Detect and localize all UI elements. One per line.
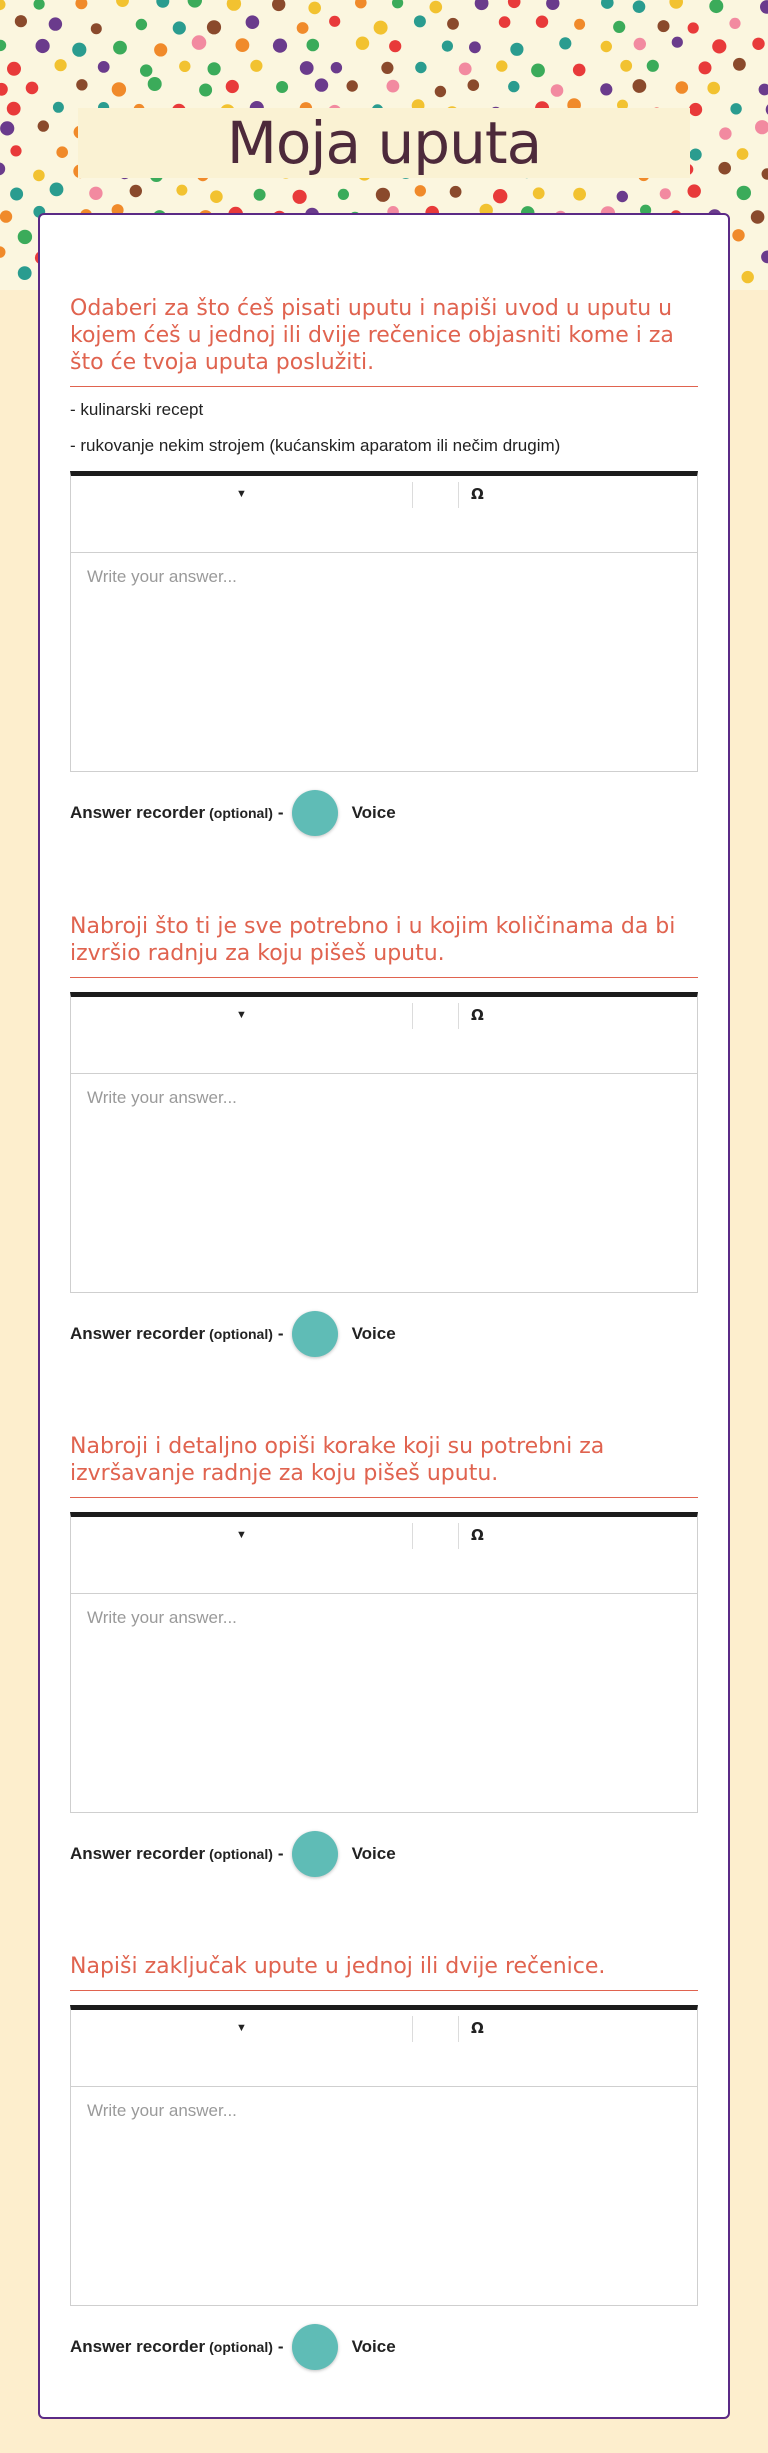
answer-editor-1 <box>70 471 698 772</box>
confetti-dot <box>737 186 751 200</box>
confetti-dot <box>140 64 152 76</box>
confetti-dot <box>374 21 388 35</box>
confetti-dot <box>236 38 250 52</box>
confetti-dot <box>246 15 260 29</box>
confetti-dot <box>300 61 314 75</box>
confetti-dot <box>381 62 393 74</box>
worksheet-card <box>38 213 730 2419</box>
confetti-dot <box>89 187 102 200</box>
confetti-dot <box>450 186 462 198</box>
question-1 <box>70 295 698 836</box>
question-3 <box>70 1433 698 1877</box>
confetti-dot <box>136 19 147 30</box>
toolbar-divider <box>458 1003 459 1029</box>
voice-label: Voice <box>351 2337 396 2356</box>
confetti-dot <box>7 102 21 116</box>
omega-icon[interactable]: Ω <box>471 1526 484 1544</box>
toolbar-divider <box>458 2016 459 2042</box>
toolbar-divider <box>458 1523 459 1549</box>
confetti-dot <box>199 84 212 97</box>
answer-editor-4 <box>70 2005 698 2306</box>
confetti-dot <box>72 43 86 57</box>
confetti-dot <box>10 188 23 201</box>
confetti-dot <box>387 80 400 93</box>
confetti-dot <box>254 189 266 201</box>
confetti-dot <box>15 15 27 27</box>
confetti-dot <box>469 41 481 53</box>
confetti-dot <box>442 41 453 52</box>
question-4-title: Napiši zaključak upute u jednoj ili dvije rečenice. <box>70 1953 698 1991</box>
confetti-dot <box>297 22 309 34</box>
confetti-dot <box>36 39 50 53</box>
font-dropdown[interactable] <box>71 997 412 1033</box>
confetti-dot <box>508 0 521 8</box>
confetti-dot <box>573 188 586 201</box>
confetti-dot <box>34 0 45 10</box>
font-dropdown[interactable] <box>71 1517 412 1553</box>
confetti-dot <box>0 83 8 96</box>
confetti-dot <box>613 21 625 33</box>
answer-editor-3 <box>70 1512 698 1813</box>
answer-input[interactable]: Write your answer... <box>87 2101 237 2120</box>
omega-icon[interactable]: Ω <box>471 2019 484 2037</box>
recorder-optional: (optional) <box>209 1326 273 1342</box>
confetti-dot <box>688 22 699 33</box>
toolbar-divider <box>412 482 413 508</box>
confetti-dot <box>435 86 446 97</box>
recorder-label: Answer recorder <box>70 1844 206 1863</box>
confetti-dot <box>672 37 683 48</box>
question-3-title: Nabroji i detaljno opiši korake koji su potrebni za izvršavanje radnje za koju pišeš uputu. <box>70 1433 698 1498</box>
confetti-dot <box>227 0 241 11</box>
confetti-dot <box>331 62 342 73</box>
confetti-dot <box>273 39 287 53</box>
confetti-dot <box>98 61 110 73</box>
confetti-dot <box>347 80 358 91</box>
title-banner <box>78 108 690 178</box>
confetti-dot <box>718 162 731 175</box>
confetti-dot <box>430 1 443 14</box>
confetti-dot <box>0 210 12 222</box>
confetti-dot <box>113 41 127 55</box>
confetti-dot <box>729 18 740 29</box>
voice-label: Voice <box>351 1324 396 1343</box>
confetti-dot <box>0 121 14 135</box>
answer-recorder <box>70 1311 698 1357</box>
confetti-dot <box>276 81 288 93</box>
caret-down-icon: ▼ <box>236 488 247 500</box>
answer-recorder <box>70 790 698 836</box>
confetti-dot <box>188 0 202 8</box>
confetti-dot <box>76 79 87 90</box>
confetti-dot <box>208 62 221 75</box>
confetti-dot <box>0 0 6 10</box>
confetti-dot <box>733 58 746 71</box>
confetti-dot <box>307 39 320 52</box>
omega-icon[interactable]: Ω <box>471 1006 484 1024</box>
confetti-dot <box>173 21 186 34</box>
confetti-dot <box>600 83 612 95</box>
recorder-optional: (optional) <box>209 805 273 821</box>
confetti-dot <box>690 149 702 161</box>
confetti-dot <box>499 16 511 28</box>
confetti-dot <box>573 64 586 77</box>
confetti-dot <box>762 168 768 179</box>
confetti-dot <box>633 79 647 93</box>
confetti-dot <box>38 120 49 131</box>
confetti-dot <box>730 103 741 114</box>
confetti-dot <box>272 0 285 11</box>
caret-down-icon: ▼ <box>236 1529 247 1541</box>
confetti-dot <box>699 61 712 74</box>
confetti-dot <box>207 20 221 34</box>
confetti-dot <box>752 38 764 50</box>
confetti-dot <box>531 64 545 78</box>
confetti-dot <box>551 84 564 97</box>
confetti-dot <box>617 191 628 202</box>
confetti-dot <box>559 37 571 49</box>
confetti-dot <box>459 63 472 76</box>
confetti-dot <box>148 77 162 91</box>
font-dropdown[interactable] <box>71 2010 412 2046</box>
answer-input[interactable]: Write your answer... <box>87 567 237 586</box>
confetti-dot <box>18 230 32 244</box>
question-1-title: Odaberi za što ćeš pisati uputu i napiši uvod u uputu u kojem ćeš u jednoj ili dvije rečenice objasniti kome i za što će tvoja uputa poslužiti. <box>70 295 698 387</box>
confetti-dot <box>0 246 6 258</box>
toolbar-divider <box>412 1003 413 1029</box>
question-2 <box>70 913 698 1357</box>
confetti-dot <box>75 0 87 9</box>
recorder-label: Answer recorder <box>70 803 206 822</box>
confetti-dot <box>751 210 765 224</box>
font-dropdown[interactable] <box>71 476 412 512</box>
confetti-dot <box>91 23 102 34</box>
confetti-dot <box>415 62 426 73</box>
confetti-dot <box>712 39 726 53</box>
confetti-dot <box>709 0 723 13</box>
confetti-dot <box>210 190 223 203</box>
answer-editor-2 <box>70 992 698 1293</box>
confetti-dot <box>475 0 489 10</box>
record-button[interactable] <box>292 1831 338 1877</box>
confetti-dot <box>50 183 64 197</box>
record-button[interactable] <box>292 1311 338 1357</box>
confetti-dot <box>760 0 768 14</box>
recorder-dash: - <box>277 2337 284 2356</box>
answer-input[interactable]: Write your answer... <box>87 1088 237 1107</box>
confetti-dot <box>7 62 21 76</box>
confetti-dot <box>533 187 545 199</box>
caret-down-icon: ▼ <box>236 2022 247 2034</box>
page-title: Moja uputa <box>226 109 542 177</box>
confetti-dot <box>315 78 328 91</box>
answer-recorder <box>70 2324 698 2370</box>
editor-toolbar <box>71 476 697 553</box>
confetti-dot <box>308 2 321 15</box>
confetti-dot <box>737 148 749 160</box>
confetti-dot <box>493 189 507 203</box>
recorder-optional: (optional) <box>209 2339 273 2355</box>
confetti-dot <box>633 0 646 13</box>
confetti-dot <box>676 81 689 94</box>
confetti-dot <box>647 60 659 72</box>
editor-toolbar <box>71 1517 697 1594</box>
confetti-dot <box>732 229 744 241</box>
recorder-dash: - <box>277 803 284 822</box>
confetti-dot <box>53 102 64 113</box>
confetti-dot <box>660 188 671 199</box>
confetti-dot <box>688 184 701 197</box>
confetti-dot <box>0 162 5 175</box>
confetti-dot <box>33 170 45 182</box>
confetti-dot <box>447 18 459 30</box>
confetti-dot <box>329 16 340 27</box>
confetti-dot <box>338 189 349 200</box>
confetti-dot <box>415 185 426 196</box>
confetti-dot <box>414 15 426 27</box>
toolbar-divider <box>412 1523 413 1549</box>
question-1-hint-1: - kulinarski recept <box>70 400 204 419</box>
confetti-dot <box>0 40 6 51</box>
confetti-dot <box>293 190 307 204</box>
confetti-dot <box>508 81 519 92</box>
answer-recorder <box>70 1831 698 1877</box>
confetti-dot <box>130 185 142 197</box>
omega-icon[interactable]: Ω <box>471 485 484 503</box>
voice-label: Voice <box>351 803 396 822</box>
confetti-dot <box>355 0 367 8</box>
confetti-dot <box>496 60 507 71</box>
question-1-hint-2: - rukovanje nekim strojem (kućanskim aparatom ili nečim drugim) <box>70 436 561 455</box>
confetti-dot <box>55 59 67 71</box>
recorder-optional: (optional) <box>209 1846 273 1862</box>
confetti-dot <box>154 43 167 56</box>
recorder-dash: - <box>277 1324 284 1343</box>
confetti-dot <box>18 266 32 280</box>
confetti-dot <box>49 17 62 30</box>
confetti-dot <box>468 79 480 91</box>
confetti-dot <box>192 35 207 50</box>
confetti-dot <box>389 40 401 52</box>
recorder-label: Answer recorder <box>70 1324 206 1343</box>
confetti-dot <box>719 127 731 139</box>
confetti-dot <box>601 0 614 9</box>
editor-toolbar <box>71 997 697 1074</box>
confetti-dot <box>179 61 190 72</box>
confetti-dot <box>226 80 239 93</box>
toolbar-divider <box>458 482 459 508</box>
confetti-dot <box>250 60 262 72</box>
confetti-dot <box>634 38 646 50</box>
caret-down-icon: ▼ <box>236 1009 247 1021</box>
confetti-dot <box>601 41 612 52</box>
question-4 <box>70 1953 698 2370</box>
confetti-dot <box>742 271 754 283</box>
confetti-dot <box>392 0 403 8</box>
confetti-dot <box>761 251 768 264</box>
question-2-title: Nabroji što ti je sve potrebno i u kojim količinama da bi izvršio radnju za koju pišeš uputu. <box>70 913 698 978</box>
confetti-dot <box>510 43 523 56</box>
answer-input[interactable]: Write your answer... <box>87 1608 237 1627</box>
confetti-dot <box>536 16 548 28</box>
confetti-dot <box>176 185 187 196</box>
confetti-dot <box>26 82 39 95</box>
record-button[interactable] <box>292 2324 338 2370</box>
confetti-dot <box>356 37 369 50</box>
confetti-dot <box>546 0 559 10</box>
confetti-dot <box>689 103 702 116</box>
editor-toolbar <box>71 2010 697 2087</box>
confetti-dot <box>669 0 683 9</box>
confetti-dot <box>376 188 390 202</box>
recorder-dash: - <box>277 1844 284 1863</box>
recorder-label: Answer recorder <box>70 2337 206 2356</box>
confetti-dot <box>759 84 768 96</box>
confetti-dot <box>707 82 720 95</box>
confetti-dot <box>574 19 585 30</box>
confetti-dot <box>56 146 68 158</box>
confetti-dot <box>10 145 21 156</box>
record-button[interactable] <box>292 790 338 836</box>
confetti-dot <box>116 0 129 7</box>
confetti-dot <box>112 82 126 96</box>
confetti-dot <box>620 60 632 72</box>
toolbar-divider <box>412 2016 413 2042</box>
confetti-dot <box>658 20 670 32</box>
confetti-dot <box>755 120 768 134</box>
voice-label: Voice <box>351 1844 396 1863</box>
confetti-dot <box>156 0 169 8</box>
